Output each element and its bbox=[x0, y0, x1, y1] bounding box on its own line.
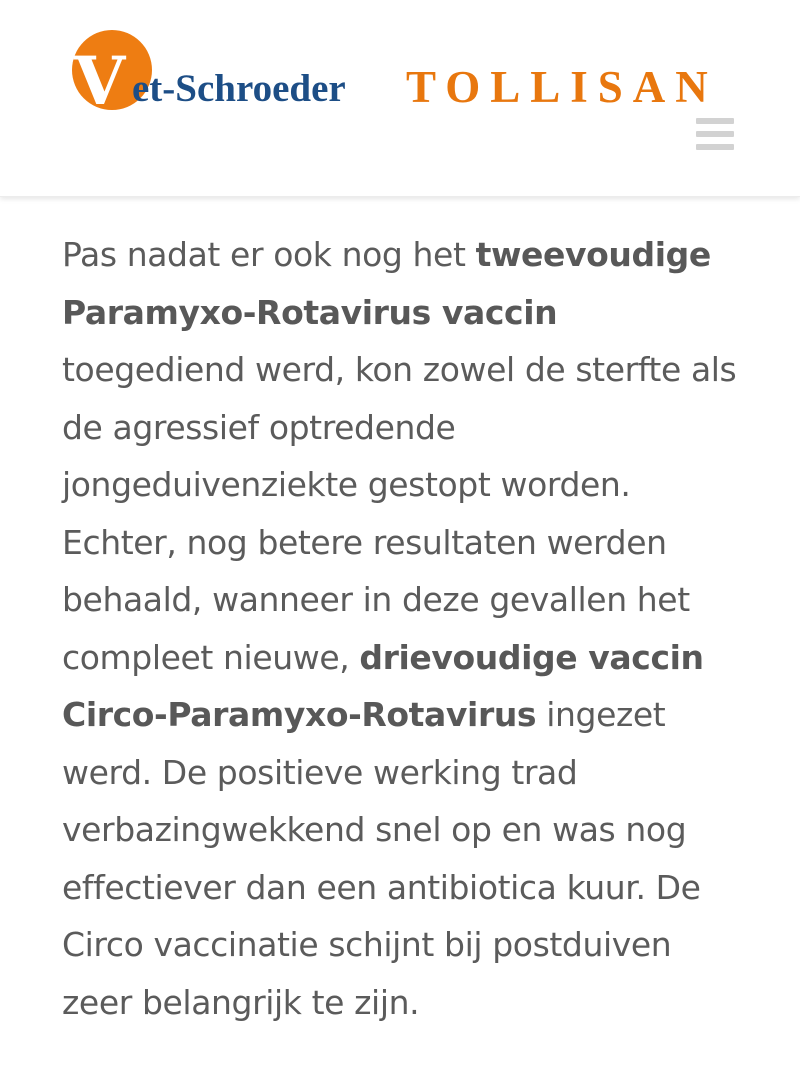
menu-bar bbox=[696, 118, 734, 124]
logo-brand: TOLLISAN bbox=[406, 62, 718, 112]
site-logo[interactable] bbox=[72, 28, 742, 120]
bold-vaccine-name: tweevoudige Paramyxo-Rotavirus vaccin bbox=[62, 235, 711, 332]
logo-name: et-Schroeder bbox=[132, 67, 346, 110]
article-paragraph bbox=[62, 226, 742, 1031]
bold-vaccine-name: drievoudige vaccin Circo-Paramyxo-Rotavirus bbox=[62, 637, 704, 734]
menu-bar bbox=[696, 144, 734, 150]
hamburger-menu-icon[interactable] bbox=[696, 118, 734, 150]
text-segment: Pas nadat er ook nog het bbox=[62, 235, 476, 274]
article-content bbox=[62, 226, 742, 1031]
menu-bar bbox=[696, 131, 734, 137]
text-segment: toegediend werd, kon zowel de sterfte als de agressief optredende jongeduivenziekte gestopt worden. Echter, nog betere resultaten werden behaald, wanneer in deze gevallen het compleet nieuwe, bbox=[62, 350, 737, 677]
text-segment: ingezet werd. De positieve werking trad verbazingwekkend snel op en was nog effectiever dan een antibiotica kuur. De Circo vaccinatie schijnt bij postduiven zeer belangrijk te zijn. bbox=[62, 695, 701, 1022]
logo-initial: V bbox=[74, 42, 126, 120]
site-header bbox=[0, 0, 800, 197]
